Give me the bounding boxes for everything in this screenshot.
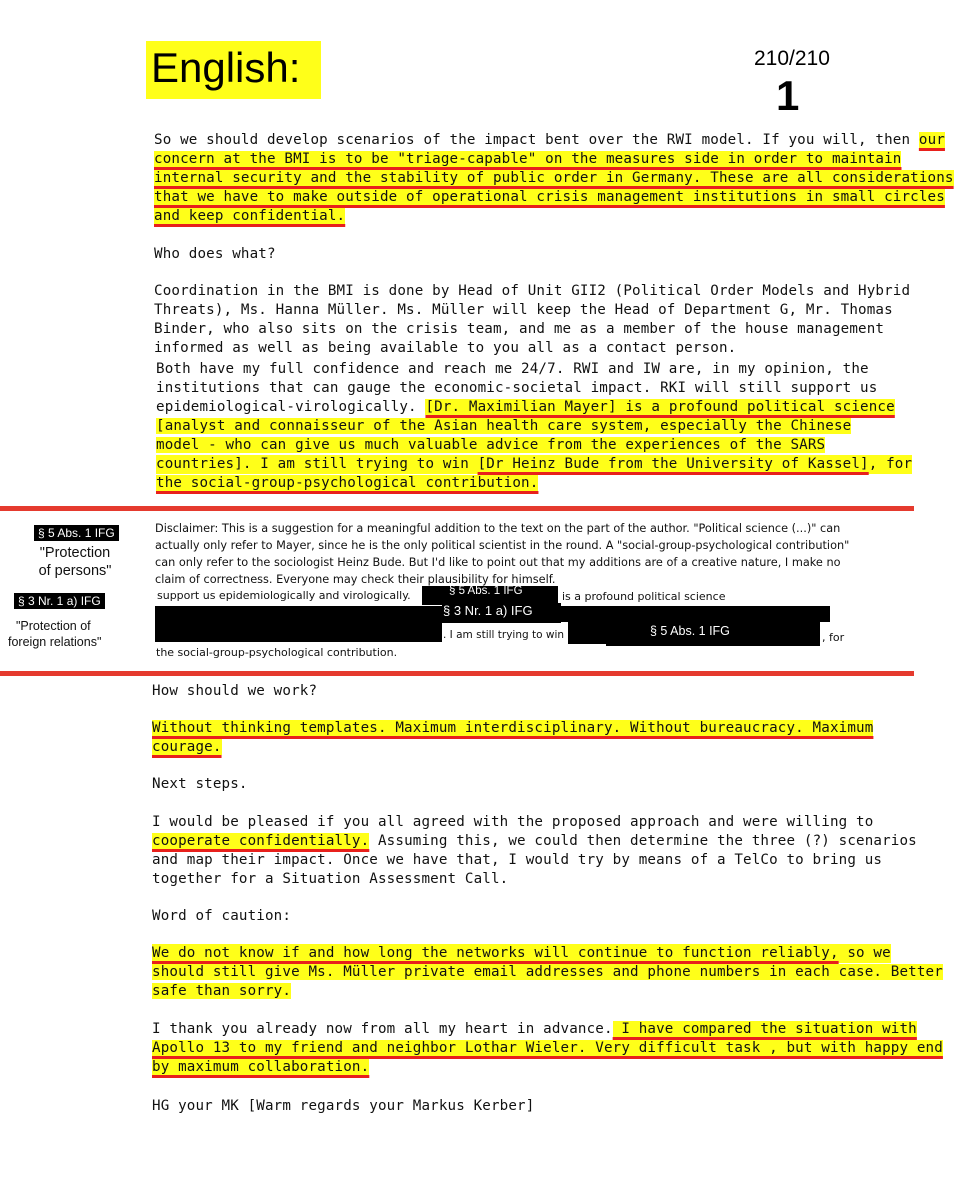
- p1-line2: concern at the BMI is to be "triage-capable" on the measures side in order to maintain: [154, 151, 902, 167]
- paragraph-2: [154, 282, 910, 358]
- p4-line2: courage.: [152, 739, 222, 755]
- p3-line6-b: [Dr Heinz Bude from the University of Kassel]: [477, 456, 869, 472]
- redacted-line2-a: . I am still trying to win: [443, 629, 565, 641]
- p3-line3-highlight: [Dr. Maximilian Mayer] is a profound political science: [425, 399, 895, 415]
- redacted-line2-b: , for: [822, 631, 845, 644]
- p5-line2-highlight: cooperate confidentially.: [152, 833, 370, 849]
- page-count: 210/210: [754, 47, 830, 70]
- p5-line4: together for a Situation Assessment Call.: [152, 871, 509, 887]
- p2-line4: informed as well as being available to you all as a contact person.: [154, 340, 737, 356]
- heading-next-steps: Next steps.: [152, 776, 248, 792]
- p3-line2: institutions that can gauge the economic-societal impact. RKI will still support us: [156, 380, 878, 396]
- disclaimer-line3: can only refer to the sociologist Heinz Bude. But I'd like to point out that my additions are of a creative nature, I make no: [155, 556, 841, 569]
- disclaimer-line1: Disclaimer: This is a suggestion for a meaningful addition to the text on the part of the author. "Political science (...)" can: [155, 522, 841, 535]
- redacted-line1-a: support us epidemiologically and virologically.: [157, 589, 411, 602]
- heading-who-does-what: Who does what?: [154, 246, 276, 262]
- label-protection-of-foreign-relations: [8, 618, 126, 650]
- paragraph-3: [156, 360, 912, 493]
- redaction-tag-b: § 3 Nr. 1 a) IFG: [443, 603, 533, 618]
- p3-line7: the social-group-psychological contribution.: [156, 475, 539, 491]
- p6-line2: should still give Ms. Müller private email addresses and phone numbers in each case. Better: [152, 964, 943, 980]
- paragraph-1: [154, 131, 954, 226]
- disclaimer-line4: claim of correctness. Everyone may check their plausibility for himself.: [155, 573, 556, 586]
- disclaimer-line2: actually only refer to Mayer, since he is the only political scientist in the round. A "social-group-psychological contribution": [155, 539, 850, 552]
- p7-line3: by maximum collaboration.: [152, 1059, 370, 1075]
- p1-line1-highlight: our: [918, 132, 945, 148]
- p1-line4: that we have to make outside of operational crisis management institutions in small circles: [154, 189, 945, 205]
- p3-line3-plain: epidemiological-virologically.: [156, 399, 417, 415]
- p3-line5: model - who can give us much valuable advice from the experiences of the SARS: [156, 437, 826, 453]
- p3-line6-a: countries]. I am still trying to win: [156, 456, 478, 472]
- redacted-line3: the social-group-psychological contribution.: [156, 646, 398, 659]
- sign-off: HG your MK [Warm regards your Markus Kerber]: [152, 1098, 535, 1114]
- divider-top: [0, 506, 914, 511]
- p6-line1-rest: so we: [838, 945, 891, 961]
- page-title: English:: [151, 44, 301, 91]
- p1-line5: and keep confidential.: [154, 208, 346, 224]
- redaction-box-4: [560, 606, 830, 622]
- paragraph-6: [152, 944, 943, 1001]
- p7-line1-highlight: I have compared the situation with: [612, 1021, 917, 1037]
- ifg-tag-foreign-relations: § 3 Nr. 1 a) IFG: [14, 593, 105, 609]
- p2-line2: Threats), Ms. Hanna Müller. Ms. Müller will keep the Head of Department G, Mr. Thomas: [154, 302, 893, 318]
- p7-line2: Apollo 13 to my friend and neighbor Lothar Wieler. Very difficult task , but with happy end: [152, 1040, 943, 1056]
- label-1b: of persons": [38, 563, 112, 579]
- ifg-tag-persons: § 5 Abs. 1 IFG: [34, 525, 119, 541]
- paragraph-5: [152, 813, 917, 889]
- page-big-number: 1: [776, 72, 800, 119]
- heading-word-of-caution: Word of caution:: [152, 908, 292, 924]
- heading-how-should-we-work: How should we work?: [152, 683, 318, 699]
- p7-line1-plain: I thank you already now from all my heart in advance.: [152, 1021, 613, 1037]
- paragraph-4: [152, 719, 873, 757]
- divider-bottom: [0, 671, 914, 676]
- label-2a: "Protection of: [16, 619, 91, 633]
- label-2b: foreign relations": [8, 635, 102, 649]
- p2-line3: Binder, who also sits on the crisis team, and me as a member of the house management: [154, 321, 885, 337]
- p5-line1: I would be pleased if you all agreed with the proposed approach and were willing to: [152, 814, 874, 830]
- p1-line3: internal security and the stability of public order in Germany. These are all considerations: [154, 170, 954, 186]
- p4-line1: Without thinking templates. Maximum interdisciplinary. Without bureaucracy. Maximum: [152, 720, 874, 736]
- p3-line4: [analyst and connaisseur of the Asian health care system, especially the Chinese: [156, 418, 852, 434]
- p2-line1: Coordination in the BMI is done by Head of Unit GII2 (Political Order Models and Hybrid: [154, 283, 911, 299]
- redaction-box-5: [568, 622, 606, 644]
- redaction-box-2: [155, 606, 442, 642]
- paragraph-7: [152, 1020, 943, 1077]
- redaction-tag-a: § 5 Abs. 1 IFG: [449, 585, 523, 597]
- p3-line1: Both have my full confidence and reach me 24/7. RWI and IW are, in my opinion, the: [156, 361, 869, 377]
- p3-line6-c: , for: [868, 456, 913, 472]
- redacted-line1-b: is a profound political science: [562, 590, 726, 603]
- label-1a: "Protection: [39, 545, 111, 561]
- redaction-tag-c: § 5 Abs. 1 IFG: [650, 624, 730, 638]
- disclaimer: [155, 520, 849, 588]
- p5-line2-plain: Assuming this, we could then determine the three (?) scenarios: [369, 833, 917, 849]
- label-protection-of-persons: [20, 544, 130, 580]
- p6-line3: safe than sorry.: [152, 983, 292, 999]
- p1-line1-plain: So we should develop scenarios of the impact bent over the RWI model. If you will, then: [154, 132, 911, 148]
- p5-line3: and map their impact. Once we have that, I would try by means of a TelCo to bring us: [152, 852, 883, 868]
- p6-line1-underlined: We do not know if and how long the networks will continue to function reliably,: [152, 945, 839, 961]
